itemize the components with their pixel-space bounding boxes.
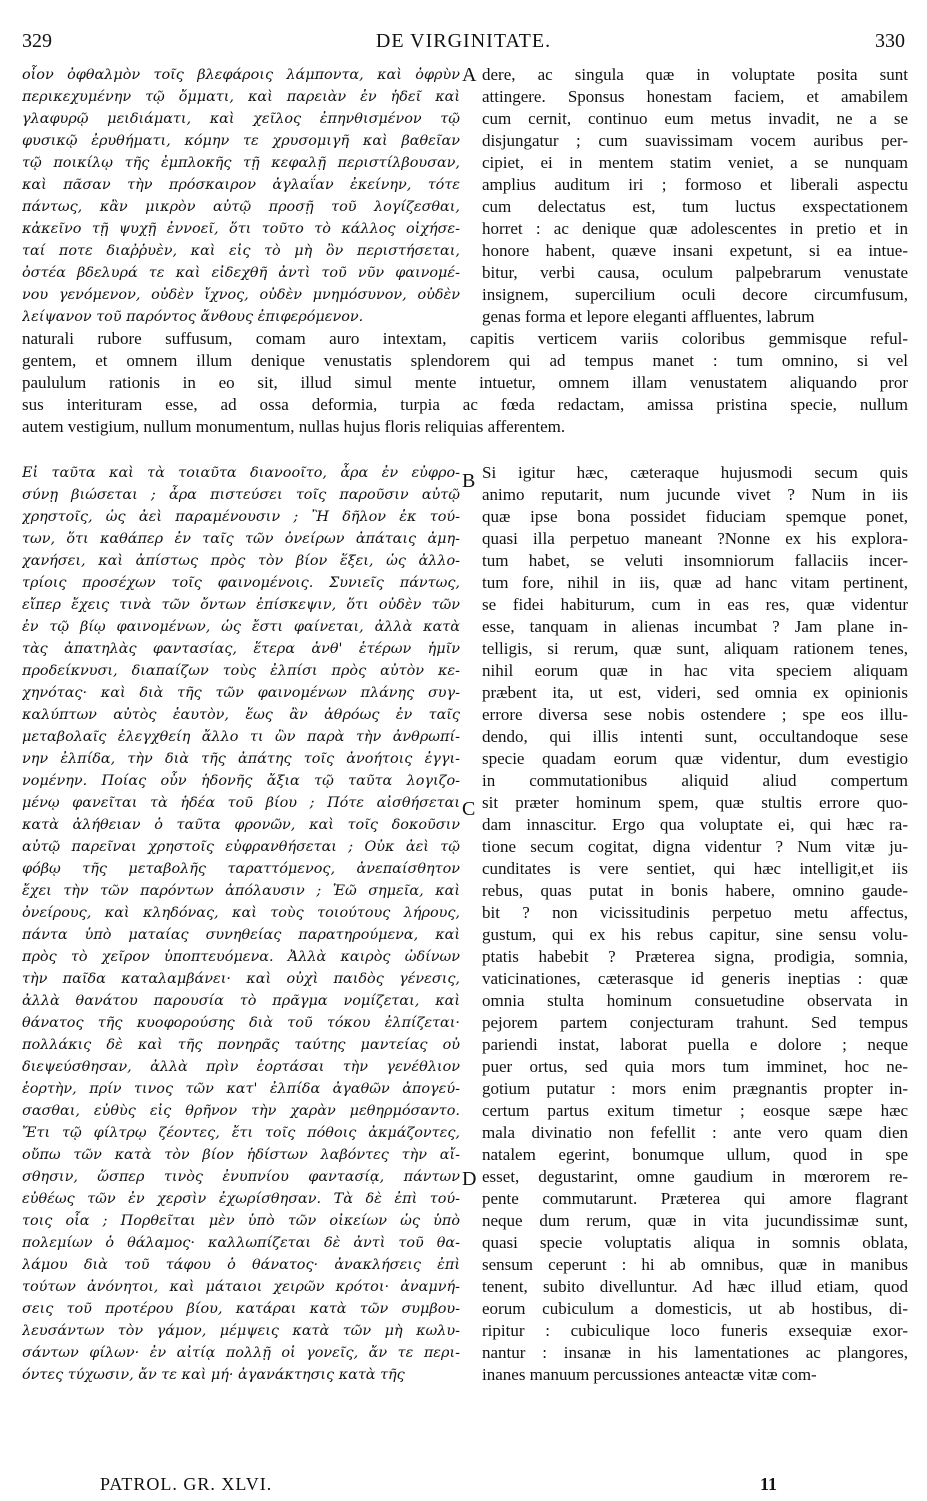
greek-line: σάντων φίλων· ἐν αἰτίᾳ πολλῇ οἱ γονεῖς, ἄν τε περι- bbox=[22, 1345, 460, 1361]
latin-line: cipiet, ei in mentem statim veniet, a se nunquam bbox=[482, 153, 908, 172]
greek-line: Ἔτι τῷ φίλτρῳ ζέοντες, ἔτι τοῖς πόθοις ἀκμάζοντες, bbox=[22, 1125, 460, 1141]
greek-line: πάντως, κἂν μικρὸν αὐτῷ προσῇ τοῦ λογίζεσθαι, bbox=[22, 199, 460, 215]
latin-line: dere, ac singula quæ in voluptate posita sunt bbox=[482, 65, 908, 84]
latin-line: honore habent, quæve insani expetunt, si ea intue- bbox=[482, 241, 908, 260]
running-title: DE VIRGINITATE. bbox=[375, 30, 552, 52]
latin-line: esset, degustarint, omne gaudium in mœrorem re- bbox=[482, 1167, 908, 1186]
latin-line: gentem, et omnem illum denique venustatis splendorem qui ad tempus manet : tum omnino, si vel bbox=[22, 351, 908, 370]
page-number-left: 329 bbox=[22, 30, 52, 52]
latin-line: sus interituram esse, ad ossa deformia, turpia ac fœda redactam, amissa pristina specie, nullum bbox=[22, 395, 908, 414]
greek-line: πολεμίων ὁ θάλαμος· καλλωπίζεται δὲ ἀντὶ τοῦ θα- bbox=[22, 1235, 460, 1251]
latin-line: cunditates is vere sentiet, qui hæc intelligit,et iis bbox=[482, 859, 908, 878]
greek-line: εἴπερ ἔχεις τινὰ τῶν ὄντων ἐπίσκεψιν, ὅτι οὐδὲν τῶν bbox=[22, 597, 460, 613]
greek-line: καὶ πᾶσαν τὴν πρόσκαιρον ἀγλαΐαν ἐκείνην, τότε bbox=[22, 177, 460, 193]
greek-line: αὐτῷ παρεῖναι χρηστοῖς εὐφρανθήσεται ; Οὐκ ἀεὶ τῷ bbox=[22, 839, 460, 855]
greek-line: νου γενόμενον, οὐδὲν ἴχνος, οὐδὲν μνημόσυνον, οὐδὲν bbox=[22, 287, 460, 303]
greek-line: χανήσει, καὶ ἀπίστως πρὸς τὸν βίον ἕξει, ὡς ἀλλο- bbox=[22, 553, 460, 569]
latin-line: telligis, si rerum, quæ sunt, aliquam rationem tenes, bbox=[482, 639, 908, 658]
greek-line: νομένην. Ποίας οὖν ἡδονῆς ἄξια τῷ ταῦτα λογιζο- bbox=[22, 773, 460, 789]
greek-line: καλύπτων αὐτὸς ἑαυτὸν, ἕως ἂν ἀθρόως ἐν ταῖς bbox=[22, 707, 460, 723]
greek-line: περικεχυμένην τῷ ὄμματι, καὶ παρειὰν ἐν ἡδεῖ καὶ bbox=[22, 89, 460, 105]
greek-line: των, ὅτι καθάπερ ἐν ταῖς τῶν ὀνείρων ἀπάταις ἀμη- bbox=[22, 531, 460, 547]
greek-line: ὀνείρους, καὶ κληδόνας, καὶ τοὺς τοιούτους λήρους, bbox=[22, 905, 460, 921]
latin-full-width-paragraph bbox=[22, 328, 908, 438]
latin-line: insignem, supercilium oculi decore circumfusum, bbox=[482, 285, 908, 304]
latin-line: in commutationibus aliquid aliud compertum bbox=[482, 771, 908, 790]
latin-line: errore diversa sese nobis ostendere ; spe eos illu- bbox=[482, 705, 908, 724]
latin-line: tione secum cogitat, digna videntur ? Num vitæ ju- bbox=[482, 837, 908, 856]
greek-line: προδείκνυσι, διαπαίζων τοὺς ἐλπίσι πρὸς αὐτὸν κε- bbox=[22, 663, 460, 679]
latin-line: cum cernit, continuo eum metus invadit, ne a se bbox=[482, 109, 908, 128]
greek-line: μένῳ φανεῖται τὰ ἡδέα τοῦ βίου ; Πότε αἰσθήσεται bbox=[22, 795, 460, 811]
greek-line: τὰς ἀπατηλὰς φαντασίας, ἕτερα ἀνθ' ἑτέρων ἡμῖν bbox=[22, 641, 460, 657]
latin-line: certum partus exitum timetur ; eosque sæpe hæc bbox=[482, 1101, 908, 1120]
latin-line: pejorem partem conjecturam trahunt. Sed tempus bbox=[482, 1013, 908, 1032]
greek-line: τρίοις προσέχων τοῖς φαινομένοις. Συνιεῖς πάντως, bbox=[22, 575, 460, 591]
latin-line: amplius auditum iri ; formoso et liberali aspectu bbox=[482, 175, 908, 194]
latin-line: specie quadam eorum quæ videntur, dum evestigio bbox=[482, 749, 908, 768]
latin-line: pariendi instat, laborat puella e dolore ; neque bbox=[482, 1035, 908, 1054]
greek-line: θάνατος τῆς κυοφορούσης διὰ τοῦ τόκου ἐλπίζεται· bbox=[22, 1015, 460, 1031]
greek-line: εὐθέως τῶν ἐν χερσὶν ἐχωρίσθησαν. Τὰ δὲ ἐπὶ τού- bbox=[22, 1191, 460, 1207]
latin-line: nantur : insanæ in his lamentationes ac plangores, bbox=[482, 1343, 908, 1362]
greek-column-main bbox=[22, 462, 460, 1386]
latin-line: autem vestigium, nullum monumentum, nullas hujus floris reliquias afferentem. bbox=[22, 417, 566, 436]
latin-line: præbent ita, ut est, videri, sed omnia ex opinionis bbox=[482, 683, 908, 702]
greek-line: διεψεύσθησαν, ἀλλὰ πρὶν ἑορτάσαι τὴν γενέθλιον bbox=[22, 1059, 460, 1075]
latin-column-top bbox=[482, 64, 908, 328]
latin-line: Si igitur hæc, cæteraque hujusmodi secum quis bbox=[482, 463, 908, 482]
footer-signature: 11 bbox=[760, 1474, 778, 1494]
greek-line: τῷ ποικίλῳ τῆς ἐμπλοκῆς τῇ κεφαλῇ περιστίλβουσαν, bbox=[22, 155, 460, 171]
greek-line: ἀλλὰ θανάτου παρουσία τὸ πρᾶγμα νομίζεται, καὶ bbox=[22, 993, 460, 1009]
latin-column-main bbox=[482, 462, 908, 1386]
greek-line: κἀκεῖνο τῇ ψυχῇ ἐννοεῖ, ὅτι τοῦτο τὸ κάλλος οἰχήσε- bbox=[22, 221, 460, 237]
greek-line: ἑορτὴν, πρίν τινος τῶν κατ' ἐλπίδα ἀγαθῶν ἀπογεύ- bbox=[22, 1081, 460, 1097]
greek-line: σθησιν, ὥσπερ τινὸς ἐνυπνίου φαντασίᾳ, πάντων bbox=[22, 1169, 460, 1185]
latin-line: eorum cubiculum a domesticis, ut ab hostibus, di- bbox=[482, 1299, 908, 1318]
greek-line: τοις οἷα ; Πορθεῖται μὲν ὑπὸ τῶν οἰκείων ὡς ὑπὸ bbox=[22, 1213, 460, 1229]
greek-line: Εἰ ταῦτα καὶ τὰ τοιαῦτα διανοοῖτο, ἆρα ἐν εὐφρο- bbox=[22, 465, 460, 481]
latin-line: attingere. Sponsus honestam faciem, et amabilem bbox=[482, 87, 908, 106]
latin-line: inanes manuum percussiones anteactæ vitæ com- bbox=[482, 1365, 817, 1384]
latin-line: puer ortus, sed quia mors tum imminet, hoc ne- bbox=[482, 1057, 908, 1076]
greek-line: γλαφυρῷ μειδιάματι, καὶ χεῖλος ἐπηνθισμένον τῷ bbox=[22, 111, 460, 127]
latin-line: sensum ceperunt : hi ab omnibus, quæ in manibus bbox=[482, 1255, 908, 1274]
latin-line: natalem egerint, bonumque ullum, quod in spe bbox=[482, 1145, 908, 1164]
greek-line: σασθαι, εὐθὺς εἰς θρῆνον τὴν χαρὰν μεθηρμόσαντο. bbox=[22, 1103, 460, 1119]
margin-marker-c: C bbox=[462, 798, 476, 820]
greek-line: ἐν τῷ βίῳ φαινομένων, ὡς ἔστι φαίνεται, ἀλλὰ κατὰ bbox=[22, 619, 460, 635]
greek-line: ὀστέα βδελυρά τε καὶ εἰδεχθῆ ἀντὶ τοῦ νῦν φαινομέ- bbox=[22, 265, 460, 281]
latin-line: bitur, verbi causa, oculum palpebrarum venustate bbox=[482, 263, 908, 282]
footer-volume: PATROL. GR. XLVI. bbox=[100, 1474, 273, 1494]
greek-line: λάμου διὰ τοῦ τάφου ὁ θάνατος· ἀνακλήσεις ἐπὶ bbox=[22, 1257, 460, 1273]
page-header bbox=[22, 30, 905, 58]
greek-line: λείψανον τοῦ παρόντος ἄνθους ἐπιφερόμενον. bbox=[22, 309, 364, 325]
greek-line: ἔχει τὴν τῶν παρόντων ἀπόλαυσιν ; Ἐῶ σημεῖα, καὶ bbox=[22, 883, 460, 899]
latin-line: pente commutarunt. Præterea qui amore flagrant bbox=[482, 1189, 908, 1208]
greek-line: χηνότας· καὶ διὰ τῆς τῶν φαινομένων πλάνης συγ- bbox=[22, 685, 460, 701]
latin-line: se fidei habiturum, cum in eas res, quæ videntur bbox=[482, 595, 908, 614]
latin-line: dam innascitur. Ergo qua voluptate ei, qui hæc ra- bbox=[482, 815, 908, 834]
latin-line: neque dum rerum, quæ in vita jucundissimæ sunt, bbox=[482, 1211, 908, 1230]
greek-line: χρηστοῖς, ὡς ἀεὶ παραμένουσιν ; Ἢ δῆλον ἐκ τού- bbox=[22, 509, 460, 525]
greek-line: νην ἐλπίδα, τὴν διὰ τῆς ἀπάτης τοῖς ἀνοήτοις ἐγγι- bbox=[22, 751, 460, 767]
greek-line: μεταβολαῖς ἐλεγχθείη ἄλλο τι ὢν παρὰ τὴν ἀνθρωπί- bbox=[22, 729, 460, 745]
latin-line: quasi illa perpetuo maneant ?Nonne ex his explora- bbox=[482, 529, 908, 548]
greek-line: τὴν παῖδα καταλαμβάνει· καὶ οὐχὶ παιδὸς γένεσις, bbox=[22, 971, 460, 987]
latin-line: quæ ipse bona possidet fiduciam spemque ponet, bbox=[482, 507, 908, 526]
greek-line: πρὸς τὸ χεῖρον ὑποπτευόμενα. Ἀλλὰ καιρὸς ὠδίνων bbox=[22, 949, 460, 965]
greek-line: ταί ποτε διαῤῥυὲν, καὶ εἰς τὸ μὴ ὂν περιστήσεται, bbox=[22, 243, 460, 259]
latin-line: quasi specie voluptatis aliqua in somnis oblata, bbox=[482, 1233, 908, 1252]
latin-line: disjungatur ; cum suavissimam vocem auribus per- bbox=[482, 131, 908, 150]
latin-line: animo reputarit, num jucunde vivet ? Num in iis bbox=[482, 485, 908, 504]
greek-line: πάντα ὑπὸ ματαίας συνηθείας παρατηρούμενα, καὶ bbox=[22, 927, 460, 943]
latin-line: gotium putatur : mors enim prægnantis propter in- bbox=[482, 1079, 908, 1098]
latin-line: tum habet, se veluti insomniorum fallaciis incer- bbox=[482, 551, 908, 570]
margin-marker-b: B bbox=[462, 470, 476, 492]
greek-line: οὔπω τῶν κατὰ τὸν βίον ἡδίστων λαβόντες τὴν αἴ- bbox=[22, 1147, 460, 1163]
latin-line: rebus, quas putat in bonis habere, omnino gaude- bbox=[482, 881, 908, 900]
greek-column-top bbox=[22, 64, 460, 328]
latin-line: esse, tanquam in alienas incumbat ? Jam plane in- bbox=[482, 617, 908, 636]
latin-line: paululum rationis in eo sit, illud simul mente intuetur, omnem illam venustatem aliquando pror bbox=[22, 373, 908, 392]
latin-line: sit præter hominum spem, quæ stultis errore quo- bbox=[482, 793, 908, 812]
greek-line: πολλάκις δὲ καὶ τῆς πονηρᾶς ταύτης μαντείας οὐ bbox=[22, 1037, 460, 1053]
latin-line: horret : ac denique quæ adolescentes in pretio et in bbox=[482, 219, 908, 238]
greek-line: φυσικῷ ἐρυθήματι, κόμην τε χρυσομιγῆ καὶ βαθεῖαν bbox=[22, 133, 460, 149]
greek-line: σεις τοῦ προτέρου βίου, κατάραι κατὰ τῶν συμβου- bbox=[22, 1301, 460, 1317]
page-number-right: 330 bbox=[875, 30, 905, 52]
latin-line: vaticinationes, cæterasque id generis ineptias : quæ bbox=[482, 969, 908, 988]
latin-line: tenent, subito divelluntur. Ad hæc illud etiam, quod bbox=[482, 1277, 908, 1296]
greek-line: λευσάντων τὸν γάμον, μέμψεις κατὰ τῶν μὴ κωλυ- bbox=[22, 1323, 460, 1339]
latin-line: tum fore, nihil in iis, quæ ad hanc vitam pertinent, bbox=[482, 573, 908, 592]
latin-line: naturali rubore suffusum, comam auro intextam, capitis verticem variis coloribus gemmisque reful- bbox=[22, 329, 908, 348]
greek-line: κατὰ ἀλήθειαν ὁ ταῦτα φρονῶν, καὶ τοῖς δοκοῦσιν bbox=[22, 817, 460, 833]
latin-line: gustum, qui ex his rebus capitur, sine sensu volu- bbox=[482, 925, 908, 944]
greek-line: οἷον ὀφθαλμὸν τοῖς βλεφάροις λάμποντα, καὶ ὀφρὺν bbox=[22, 67, 460, 83]
latin-line: ripitur : cubiculique loco funeris exsequiæ exor- bbox=[482, 1321, 908, 1340]
greek-line: όντες τύχωσιν, ἄν τε καὶ μή· ἀγανάκτησις κατὰ τῆς bbox=[22, 1367, 405, 1383]
latin-line: genas forma et lepore eleganti affluentes, labrum bbox=[482, 307, 815, 326]
latin-line: omnia stulta hominum consuetudine observata in bbox=[482, 991, 908, 1010]
greek-line: σύνῃ βιώσεται ; ἆρα πιστεύσει τοῖς παροῦσιν αὐτῷ bbox=[22, 487, 460, 503]
latin-line: ptatis habebit ? Præterea signa, prodigia, somnia, bbox=[482, 947, 908, 966]
greek-line: τούτων ἀνόνητοι, καὶ μάταιοι χειρῶν κρότοι· ἀναμνή- bbox=[22, 1279, 460, 1295]
latin-line: cum delectatus est, tum luctus exspectationem bbox=[482, 197, 908, 216]
page-footer bbox=[100, 1474, 897, 1496]
latin-line: dendo, qui illis intenti sunt, occultandoque sese bbox=[482, 727, 908, 746]
latin-line: nihil eorum quæ in hac vita speciem aliquam bbox=[482, 661, 908, 680]
margin-marker-d: D bbox=[462, 1168, 477, 1190]
latin-line: mala divinatio non fefellit : ante vero quam dien bbox=[482, 1123, 908, 1142]
greek-line: φόβῳ τῆς μεταβολῆς ταραττόμενος, ἀνεπαίσθητον bbox=[22, 861, 460, 877]
margin-marker-a: A bbox=[462, 64, 477, 86]
latin-line: bit ? non vicissitudinis perpetuo metu affectus, bbox=[482, 903, 908, 922]
